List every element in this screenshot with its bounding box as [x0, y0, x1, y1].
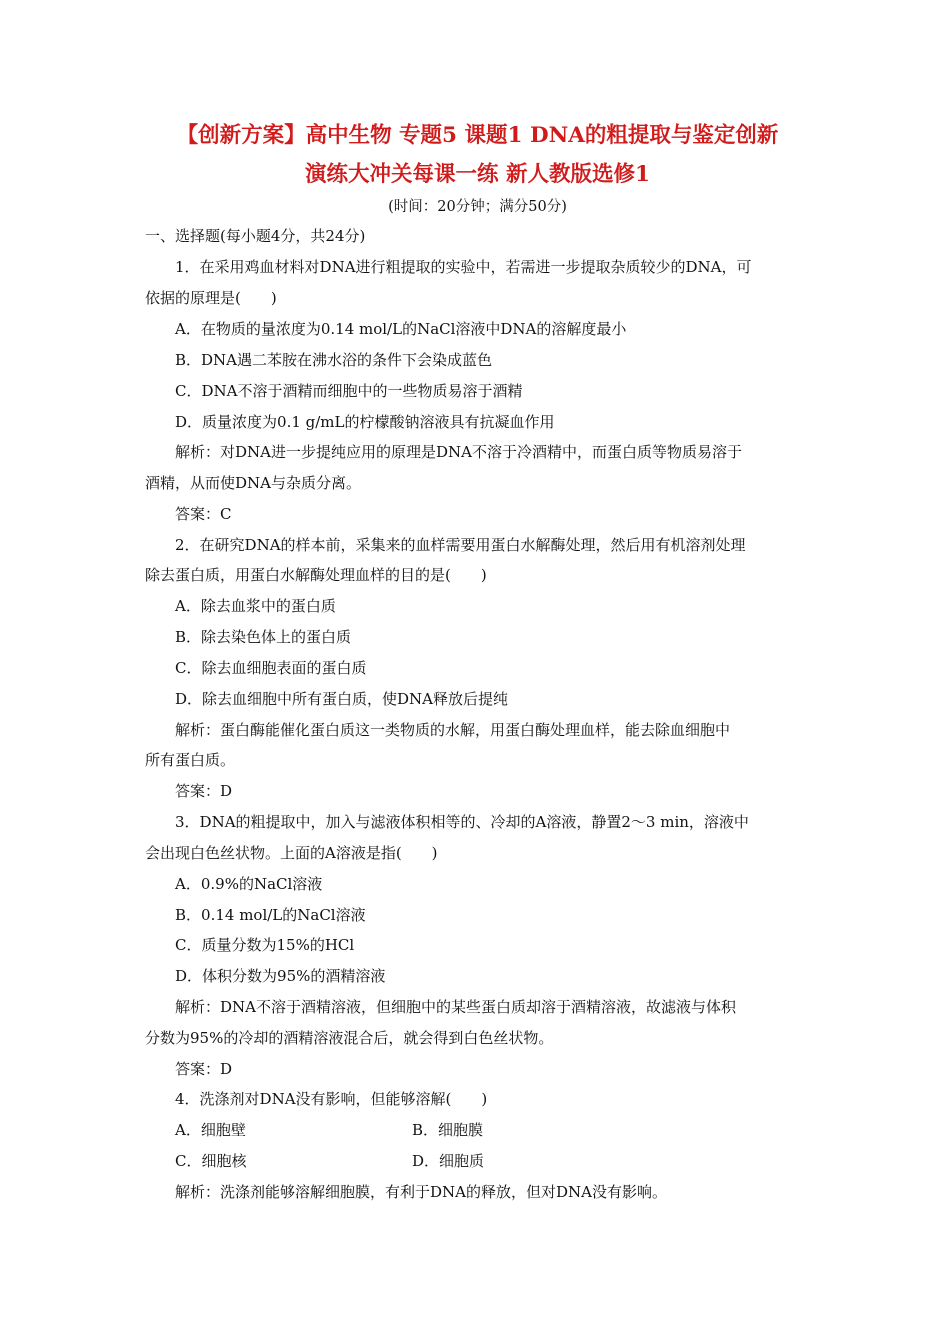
q2-stem-line1: 2．在研究DNA的样本前，采集来的血样需要用蛋白水解酶处理，然后用有机溶剂处理	[175, 536, 746, 554]
q3-stem-line1: 3．DNA的粗提取中，加入与滤液体积相等的、冷却的A溶液，静置2～3 min，溶液中	[175, 813, 749, 831]
q1-analysis-line2: 酒精，从而使DNA与杂质分离。	[145, 474, 361, 492]
q3-answer: 答案：D	[175, 1060, 233, 1078]
q3-option-a: A．0.9%的NaCl溶液	[175, 875, 323, 893]
q2-analysis-line2: 所有蛋白质。	[145, 751, 236, 769]
q3-option-c: C．质量分数为15%的HCl	[175, 936, 355, 954]
q2-stem-line2: 除去蛋白质，用蛋白水解酶处理血样的目的是( )	[145, 566, 487, 584]
q1-answer: 答案：C	[175, 505, 232, 523]
q1-option-a: A．在物质的量浓度为0.14 mol/L的NaCl溶液中DNA的溶解度最小	[175, 320, 627, 338]
section-heading: 一、选择题(每小题4分，共24分)	[145, 227, 366, 245]
q3-option-b: B．0.14 mol/L的NaCl溶液	[175, 906, 366, 924]
q3-stem-line2: 会出现白色丝状物。上面的A溶液是指( )	[145, 844, 438, 862]
q1-stem-line1: 1．在采用鸡血材料对DNA进行粗提取的实验中，若需进一步提取杂质较少的DNA，可	[175, 258, 752, 276]
q1-analysis-line1: 解析：对DNA进一步提纯应用的原理是DNA不溶于冷酒精中，而蛋白质等物质易溶于	[175, 443, 742, 461]
q3-analysis-line1: 解析：DNA不溶于酒精溶液，但细胞中的某些蛋白质却溶于酒精溶液，故滤液与体积	[175, 998, 736, 1016]
q1-option-d: D．质量浓度为0.1 g/mL的柠檬酸钠溶液具有抗凝血作用	[175, 413, 555, 431]
q3-option-d: D．体积分数为95%的酒精溶液	[175, 967, 386, 985]
q1-option-c: C．DNA不溶于酒精而细胞中的一些物质易溶于酒精	[175, 382, 523, 400]
q2-option-d: D．除去血细胞中所有蛋白质，使DNA释放后提纯	[175, 690, 509, 708]
document-title-line2: 演练大冲关每课一练 新人教版选修1	[305, 162, 650, 187]
exam-meta: (时间：20分钟；满分50分)	[388, 199, 567, 215]
q4-analysis-line1: 解析：洗涤剂能够溶解细胞膜，有利于DNA的释放，但对DNA没有影响。	[175, 1183, 667, 1201]
q3-analysis-line2: 分数为95%的冷却的酒精溶液混合后，就会得到白色丝状物。	[145, 1029, 554, 1047]
q1-stem-line2: 依据的原理是( )	[145, 289, 277, 307]
q4-stem-line1: 4．洗涤剂对DNA没有影响，但能够溶解( )	[175, 1090, 488, 1108]
q2-option-a: A．除去血浆中的蛋白质	[175, 597, 336, 615]
document-title-line1: 【创新方案】高中生物 专题5 课题1 DNA的粗提取与鉴定创新	[176, 123, 779, 148]
q4-option-d: D．细胞质	[412, 1152, 485, 1170]
q2-analysis-line1: 解析：蛋白酶能催化蛋白质这一类物质的水解，用蛋白酶处理血样，能去除血细胞中	[175, 721, 731, 739]
q1-option-b: B．DNA遇二苯胺在沸水浴的条件下会染成蓝色	[175, 351, 493, 369]
q2-option-c: C．除去血细胞表面的蛋白质	[175, 659, 367, 677]
q4-option-c: C．细胞核	[175, 1152, 247, 1170]
q2-answer: 答案：D	[175, 782, 233, 800]
q4-option-b: B．细胞膜	[412, 1121, 484, 1139]
q2-option-b: B．除去染色体上的蛋白质	[175, 628, 352, 646]
q4-option-a: A．细胞壁	[175, 1121, 246, 1139]
